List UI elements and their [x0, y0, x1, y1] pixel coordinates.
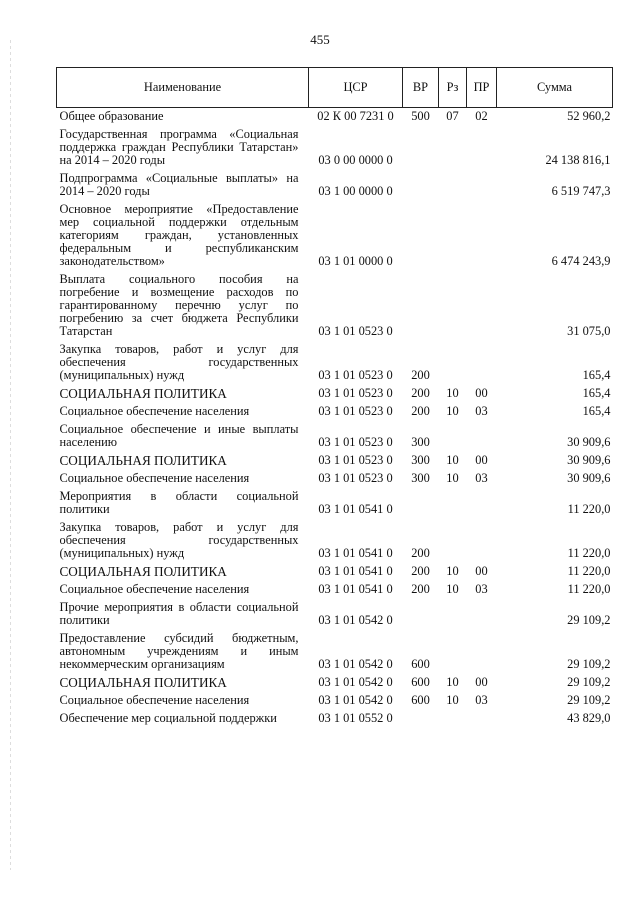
row-vr: 300	[411, 471, 430, 485]
row-rz	[439, 341, 467, 385]
table-row	[57, 201, 613, 271]
row-vr: 200	[411, 404, 430, 418]
row-vr: 600	[411, 657, 430, 671]
row-vr	[403, 488, 439, 519]
row-sum: 31 075,0	[567, 324, 611, 338]
row-csr: 03 1 01 0542 0	[318, 693, 393, 707]
row-vr: 200	[411, 564, 430, 578]
row-csr: 03 1 01 0523 0	[318, 453, 393, 467]
row-vr: 600	[411, 693, 430, 707]
table-row	[57, 599, 613, 630]
row-sum: 29 109,2	[567, 675, 611, 689]
row-pr	[467, 421, 497, 452]
row-name: Социальное обеспечение населения	[59, 693, 250, 707]
header-rz: Рз	[439, 68, 467, 108]
row-sum: 24 138 816,1	[545, 153, 611, 167]
row-name: Обеспечение мер социальной поддержки	[59, 711, 277, 725]
row-vr	[403, 170, 439, 201]
row-rz: 10	[446, 582, 459, 596]
row-vr	[403, 599, 439, 630]
row-sum: 29 109,2	[567, 613, 611, 627]
table-row	[57, 470, 613, 488]
table-row	[57, 271, 613, 341]
row-sum: 11 220,0	[567, 502, 611, 516]
row-vr: 200	[411, 368, 430, 382]
row-vr: 500	[411, 109, 430, 123]
row-name: Социальное обеспечение населения	[59, 582, 250, 596]
row-name: Общее образование	[59, 109, 164, 123]
row-csr: 03 1 01 0523 0	[318, 404, 393, 418]
row-sum: 6 519 747,3	[551, 184, 611, 198]
row-csr: 03 0 00 0000 0	[318, 153, 393, 167]
header-name: Наименование	[57, 68, 309, 108]
row-name: Закупка товаров, работ и услуг для обеспечения государственных (муниципальных) нужд	[59, 342, 299, 382]
table-row	[57, 563, 613, 581]
row-rz	[439, 271, 467, 341]
row-rz: 10	[446, 471, 459, 485]
row-rz: 07	[446, 109, 459, 123]
row-pr: 00	[475, 675, 488, 689]
row-pr	[467, 488, 497, 519]
table-row	[57, 403, 613, 421]
table-row	[57, 630, 613, 674]
table-row	[57, 170, 613, 201]
row-sum: 43 829,0	[567, 711, 611, 725]
row-rz: 10	[446, 386, 459, 400]
row-csr: 03 1 01 0523 0	[318, 386, 393, 400]
row-rz	[439, 126, 467, 170]
table-row	[57, 674, 613, 692]
row-pr: 03	[475, 582, 488, 596]
row-csr: 02 К 00 7231 0	[317, 109, 394, 123]
row-name: СОЦИАЛЬНАЯ ПОЛИТИКА	[59, 453, 227, 468]
row-name: Закупка товаров, работ и услуг для обеспечения государственных (муниципальных) нужд	[59, 520, 299, 560]
row-rz	[439, 421, 467, 452]
row-name: СОЦИАЛЬНАЯ ПОЛИТИКА	[59, 564, 227, 579]
row-rz	[439, 710, 467, 728]
row-rz	[439, 170, 467, 201]
row-sum: 11 220,0	[567, 546, 611, 560]
row-pr	[467, 201, 497, 271]
row-pr	[467, 271, 497, 341]
row-sum: 30 909,6	[567, 435, 611, 449]
row-rz: 10	[446, 675, 459, 689]
row-vr: 200	[411, 582, 430, 596]
table-header-row	[57, 68, 613, 108]
row-rz	[439, 519, 467, 563]
table-row	[57, 488, 613, 519]
table-row	[57, 452, 613, 470]
table-row	[57, 519, 613, 563]
row-pr	[467, 126, 497, 170]
row-sum: 30 909,6	[567, 453, 611, 467]
row-rz: 10	[446, 453, 459, 467]
row-csr: 03 1 01 0541 0	[318, 546, 393, 560]
row-sum: 165,4	[582, 368, 611, 382]
row-sum: 11 220,0	[567, 582, 611, 596]
row-vr: 600	[411, 675, 430, 689]
table-row	[57, 692, 613, 710]
row-pr	[467, 341, 497, 385]
row-sum: 29 109,2	[567, 693, 611, 707]
row-sum: 11 220,0	[567, 564, 611, 578]
row-csr: 03 1 01 0542 0	[318, 675, 393, 689]
row-pr: 00	[475, 564, 488, 578]
row-pr: 03	[475, 404, 488, 418]
row-pr: 03	[475, 693, 488, 707]
row-name: Государственная программа «Социальная поддержка граждан Республики Татарстан» на 2014 – 2020 годы	[59, 127, 299, 167]
row-pr: 03	[475, 471, 488, 485]
row-vr	[403, 271, 439, 341]
row-rz	[439, 630, 467, 674]
budget-table	[56, 67, 613, 728]
header-csr: ЦСР	[309, 68, 403, 108]
scan-margin-line	[10, 40, 11, 870]
row-csr: 03 1 01 0541 0	[318, 502, 393, 516]
header-sum: Сумма	[497, 68, 613, 108]
row-csr: 03 1 01 0541 0	[318, 564, 393, 578]
header-vr: ВР	[403, 68, 439, 108]
row-vr	[403, 201, 439, 271]
row-pr	[467, 519, 497, 563]
table-row	[57, 581, 613, 599]
row-rz: 10	[446, 404, 459, 418]
row-name: Социальное обеспечение и иные выплаты населению	[59, 422, 299, 449]
row-sum: 29 109,2	[567, 657, 611, 671]
row-name: Предоставление субсидий бюджетным, автономным учреждениям и иным некоммерческим организациям	[59, 631, 299, 671]
row-rz: 10	[446, 693, 459, 707]
row-name: Выплата социального пособия на погребение и возмещение расходов по гарантированному перечню услуг по погребению за счет бюджета Республики Татарстан	[59, 272, 299, 338]
row-name: Подпрограмма «Социальные выплаты» на 2014 – 2020 годы	[59, 171, 299, 198]
row-sum: 30 909,6	[567, 471, 611, 485]
row-sum: 165,4	[582, 404, 611, 418]
row-name: Основное мероприятие «Предоставление мер социальной поддержки отдельным категориям граждан, установленных федеральным и республиканским законодательством»	[59, 202, 299, 268]
header-pr: ПР	[467, 68, 497, 108]
row-pr: 02	[475, 109, 488, 123]
row-rz: 10	[446, 564, 459, 578]
row-vr: 200	[411, 546, 430, 560]
row-name: СОЦИАЛЬНАЯ ПОЛИТИКА	[59, 386, 227, 401]
row-csr: 03 1 00 0000 0	[318, 184, 393, 198]
row-csr: 03 1 01 0542 0	[318, 657, 393, 671]
row-csr: 03 1 01 0542 0	[318, 613, 393, 627]
row-sum: 6 474 243,9	[551, 254, 611, 268]
row-name: Социальное обеспечение населения	[59, 404, 250, 418]
row-csr: 03 1 01 0552 0	[318, 711, 393, 725]
row-vr	[403, 126, 439, 170]
row-rz	[439, 488, 467, 519]
row-pr	[467, 630, 497, 674]
row-csr: 03 1 01 0000 0	[318, 254, 393, 268]
row-csr: 03 1 01 0523 0	[318, 368, 393, 382]
table-row	[57, 126, 613, 170]
row-csr: 03 1 01 0541 0	[318, 582, 393, 596]
row-rz	[439, 599, 467, 630]
page-number: 455	[310, 32, 330, 47]
table-row	[57, 421, 613, 452]
row-csr: 03 1 01 0523 0	[318, 324, 393, 338]
table-row	[57, 108, 613, 127]
row-pr	[467, 170, 497, 201]
row-sum: 165,4	[582, 386, 611, 400]
row-pr: 00	[475, 386, 488, 400]
row-pr	[467, 710, 497, 728]
row-vr: 300	[411, 435, 430, 449]
row-name: СОЦИАЛЬНАЯ ПОЛИТИКА	[59, 675, 227, 690]
table-row	[57, 385, 613, 403]
row-pr: 00	[475, 453, 488, 467]
row-csr: 03 1 01 0523 0	[318, 471, 393, 485]
row-vr: 300	[411, 453, 430, 467]
row-pr	[467, 599, 497, 630]
table-row	[57, 710, 613, 728]
row-sum: 52 960,2	[567, 109, 611, 123]
row-name: Социальное обеспечение населения	[59, 471, 250, 485]
row-name: Прочие мероприятия в области социальной политики	[59, 600, 299, 627]
row-vr: 200	[411, 386, 430, 400]
row-name: Мероприятия в области социальной политики	[59, 489, 299, 516]
row-vr	[403, 710, 439, 728]
row-csr: 03 1 01 0523 0	[318, 435, 393, 449]
table-row	[57, 341, 613, 385]
row-rz	[439, 201, 467, 271]
